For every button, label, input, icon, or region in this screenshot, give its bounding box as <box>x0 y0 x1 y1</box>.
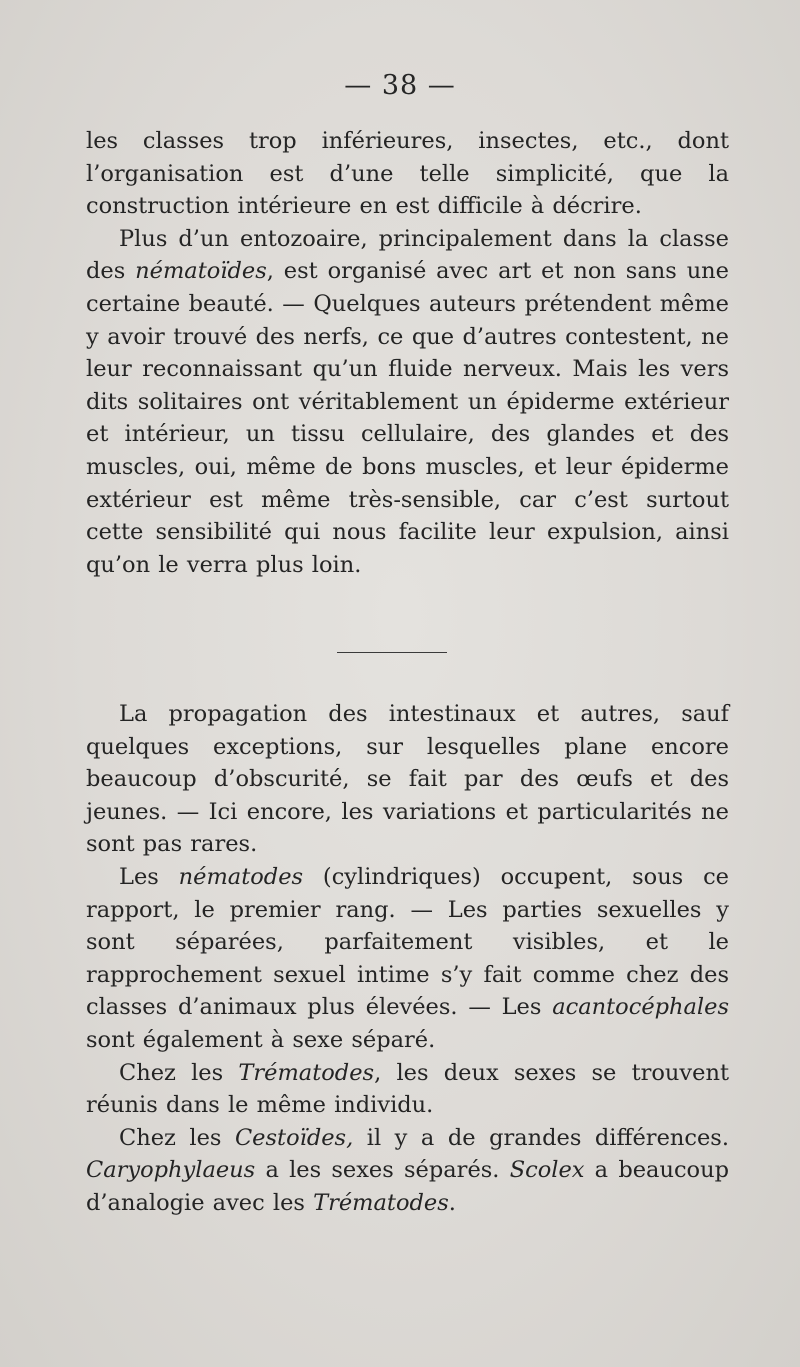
italic-term: acantocéphales <box>552 994 729 1021</box>
page-number: — 38 — <box>344 70 456 101</box>
italic-term: nématoïdes <box>135 258 267 285</box>
paragraph <box>86 1122 729 1220</box>
text-run: a beaucoup d’analogie avec les <box>86 1157 729 1216</box>
text-run: a les sexes séparés. <box>255 1157 510 1184</box>
italic-term: Trématodes <box>238 1059 375 1086</box>
text-run: (cylindriques) occupent, sous ce rapport, le premier rang. — Les parties sexuelles y sont séparées, parfaitement visibles, et le rapprochement sexuel intime s’y fait comme chez des classes d’animaux plus élevées. — Les <box>86 863 729 1021</box>
italic-term: Caryophylaeus <box>86 1157 256 1184</box>
text-run: , les deux sexes se trouvent réunis dans le même individu. <box>86 1059 729 1119</box>
italic-term: nématodes <box>178 863 304 890</box>
text-run: Plus d’un entozoaire, principalement dans la classe des <box>86 225 729 285</box>
text-run: , est organisé avec art et non sans une certaine beauté. — Quelques auteurs prétendent même y avoir trouvé des nerfs, ce que d’autres contestent, ne leur reconnaissant qu’un fluide nerveux. Mais les vers dits solitaires ont véritablement un épiderme extérieur et intérieur, un tissu cellulaire, des glandes et des muscles, oui, même de bons muscles, et leur épiderme extérieur est même très-sensible, car c’est surtout cette sensibilité qui nous facilite leur expulsion, ainsi qu’on le verra plus loin. <box>86 258 729 578</box>
italic-term: Scolex <box>509 1157 585 1184</box>
text-run: il y a de grandes différences. <box>353 1124 729 1151</box>
section-divider <box>337 652 447 653</box>
paragraph <box>86 1057 729 1122</box>
paragraph <box>86 861 729 1057</box>
paragraph: La propagation des intestinaux et autres, sauf quelques exceptions, sur lesquelles plane encore beaucoup d’obscurité, se fait par des œufs et des jeunes. — Ici encore, les variations et particularités ne sont pas rares. <box>86 701 729 858</box>
text-run: Chez les <box>119 1059 239 1086</box>
text-run: sont également à sexe séparé. <box>86 1026 436 1053</box>
text-run: . <box>448 1189 456 1216</box>
paragraph-continuation: les classes trop inférieures, insectes, etc., dont l’organisation est d’une telle simplicité, que la construction intérieure en est difficile à décrire. <box>86 128 729 220</box>
italic-term: Trématodes <box>313 1189 449 1216</box>
text-run: Les <box>119 863 179 890</box>
paragraph <box>86 223 729 582</box>
text-run: Chez les <box>119 1124 235 1151</box>
text-section-1 <box>86 125 729 581</box>
italic-term: Cestoïdes, <box>234 1124 354 1151</box>
text-section-2 <box>86 698 729 1220</box>
